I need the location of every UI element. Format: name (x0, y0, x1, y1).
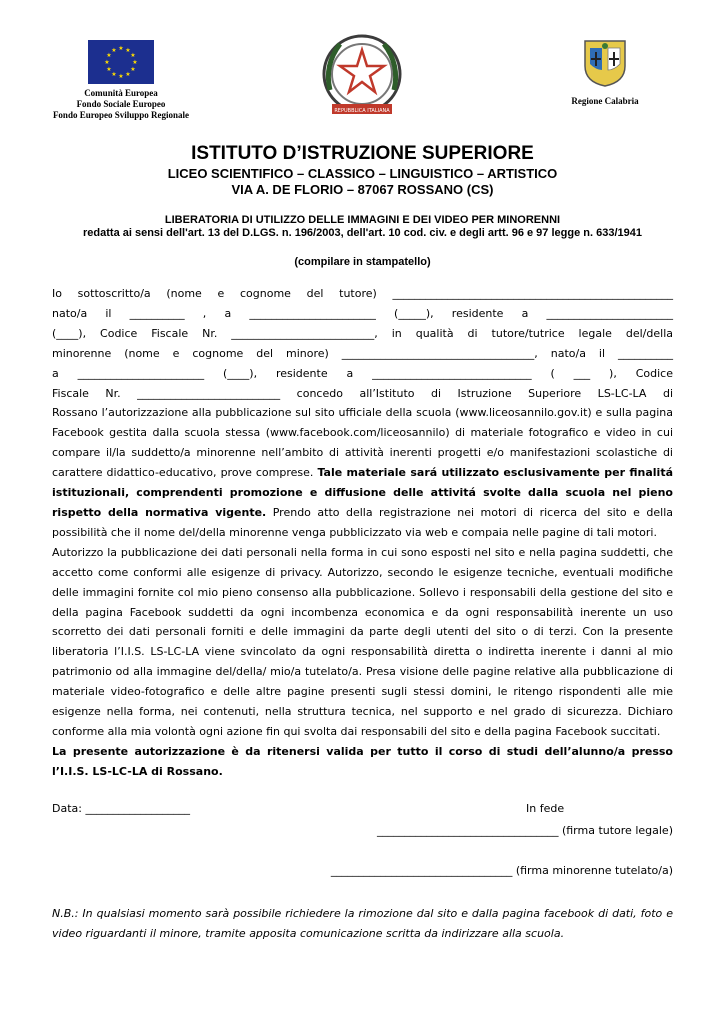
svg-text:★: ★ (125, 47, 131, 54)
body-line: compare il/la suddetto/a minorenne nell’ambito di attività inerenti progetti e/o manifestazioni scolastiche di (52, 446, 673, 460)
body-line: possibilità che il nome del/della minorenne venga pubblicizzato via web e compaia nelle pagine di tali motori. (52, 525, 657, 539)
body-line: patrimonio od alla immagine del/della/ mio/a tutelato/a. Presa visione delle pagine relative alla pubblicazione di (52, 665, 673, 679)
svg-text:★: ★ (104, 59, 110, 66)
body-line: Facebook gestita dalla scuola stessa (www.facebook.com/liceosannilo) di materiale fotografico e video in cui (52, 426, 673, 440)
school-title: ISTITUTO D’ISTRUZIONE SUPERIORE (191, 143, 534, 164)
body-line: liberatoria l’I.I.S. LS-LC-LA viene svincolato da ogni responsabilità diretta o indiretta inerente i danni al mio (52, 645, 673, 659)
body-line (52, 503, 673, 523)
paragraph-1 (52, 284, 673, 543)
body-line: Rossano l’autorizzazione alla pubblicazione sul sito ufficiale della scuola (www.liceosannilo.gov.it) e sulla pagina (52, 406, 673, 420)
svg-text:★: ★ (132, 59, 138, 66)
body-line: accetto come conformi alle esigenze di privacy. Autorizzo, secondo le esigenze tecniche, eventuali modifiche (52, 565, 673, 579)
body-line: Fiscale Nr. __________________________ concedo all’Istituto di Istruzione Superiore LS-LC-LA di (52, 386, 673, 400)
in-fede-label: In fede (526, 802, 565, 815)
paragraph-2 (52, 543, 673, 742)
body-line: a _______________________ (____), residente a _____________________________ ( ___ ), Codice (52, 366, 673, 380)
paragraph-3 (52, 742, 673, 782)
bold-text: rispetto della normativa vigente. (52, 505, 267, 519)
calabria-shield-icon (582, 38, 628, 88)
compile-note: (compilare in stampatello) (294, 256, 431, 268)
body-text: carattere didattico-educativo, prove comprese. (52, 466, 314, 480)
svg-text:★: ★ (111, 47, 117, 54)
document-body (52, 284, 673, 782)
svg-text:★: ★ (125, 71, 131, 78)
minor-signature-field[interactable]: _________________________________ (firma minorenne tutelato/a) (330, 864, 673, 877)
eu-line-2: Fondo Sociale Europeo (76, 99, 166, 109)
italian-republic-emblem (320, 30, 404, 124)
body-line: scorretto dei dati personali forniti e delle immagini da parte degli utenti del sito o di terzi. Con la presente (52, 625, 673, 639)
body-line: nato/a il __________ , a _______________________ (_____), residente a _______________________ (52, 306, 673, 320)
calabria-header (560, 38, 650, 107)
emblem-text: REPUBBLICA ITALIANA (334, 108, 390, 114)
body-line: Io sottoscritto/a (nome e cognome del tutore) ___________________________________________________ (52, 287, 673, 300)
body-line: Autorizzo la pubblicazione dei dati personali nella forma in cui sono esposti nel sito e nella pagina suddetti, che (52, 545, 673, 559)
svg-text:★: ★ (106, 66, 112, 73)
eu-line-3: Fondo Europeo Sviluppo Regionale (52, 110, 190, 120)
body-line: (____), Codice Fiscale Nr. __________________________, in qualità di tutore/tutrice legale del/della (52, 326, 673, 340)
svg-text:★: ★ (130, 66, 136, 73)
body-line: delle immagini fornite col mio pieno consenso alla pubblicazione. Sollevo i responsabili della gestione del sito e (52, 585, 673, 599)
svg-text:★: ★ (118, 73, 124, 80)
body-line: esigenze nella forma, nei contenuti, nella struttura tecnica, nel supporto e nel grado di sicurezza. Dichiaro (52, 705, 673, 719)
body-line: della pagina Facebook suddetti da ogni incombenza economica e da ogni responsabilità inerente un uso (52, 605, 673, 619)
nb-note (52, 904, 673, 944)
school-address: VIA A. DE FLORIO – 87067 ROSSANO (CS) (231, 182, 494, 197)
date-field[interactable]: Data: ___________________ (52, 802, 190, 815)
eu-line-1: Comunità Europea (84, 88, 158, 98)
guardian-signature-field[interactable]: _________________________________ (firma tutore legale) (376, 824, 673, 837)
svg-text:★: ★ (118, 45, 124, 52)
svg-text:★: ★ (106, 52, 112, 59)
body-line: conforme alla mia volontà ogni azione fin qui svolta dai responsabili del sito e della pagina Facebook succitati. (52, 724, 661, 738)
liberatoria-subtitle: redatta ai sensi dell'art. 13 del D.LGS. n. 196/2003, dell'art. 10 cod. civ. e degli artt. 96 e 97 legge n. 633/1941 (83, 227, 642, 239)
bold-text: Tale materiale sará utilizzato esclusivamente per finalitá (317, 466, 674, 480)
svg-text:★: ★ (130, 52, 136, 59)
nb-line: video riguardanti il minore, tramite apposita comunicazione scritta da indirizzare alla scuola. (52, 926, 565, 940)
body-line-bold: istituzionali, comprendenti promozione e diffusione delle attivitá svolte dalla scuola nel pieno (52, 486, 673, 500)
body-text: Prendo atto della registrazione nei motori di ricerca del sito e della (272, 505, 674, 519)
eu-header (36, 40, 206, 121)
body-line (52, 463, 673, 483)
body-line-bold: La presente autorizzazione è da ritenersi valida per tutto il corso di studi dell’alunno/a presso (52, 744, 673, 758)
eu-flag-icon (88, 40, 154, 84)
body-line: minorenne (nome e cognome del minore) ___________________________________, nato/a il __________ (52, 346, 673, 360)
svg-text:★: ★ (111, 71, 117, 78)
region-label: Regione Calabria (571, 96, 639, 106)
school-subtitle-1: LICEO SCIENTIFICO – CLASSICO – LINGUISTICO – ARTISTICO (167, 166, 558, 181)
body-line: materiale video-fotografico e delle altre pagine presenti sugli stessi domini, le ritengo rispondenti alle mie (52, 685, 673, 699)
body-line-bold: l’I.I.S. LS-LC-LA di Rossano. (52, 764, 223, 778)
liberatoria-title: LIBERATORIA DI UTILIZZO DELLE IMMAGINI E DEI VIDEO PER MINORENNI (164, 214, 561, 226)
nb-line: N.B.: In qualsiasi momento sarà possibile richiedere la rimozione dal sito e dalla pagina facebook di dati, foto e (52, 907, 673, 920)
